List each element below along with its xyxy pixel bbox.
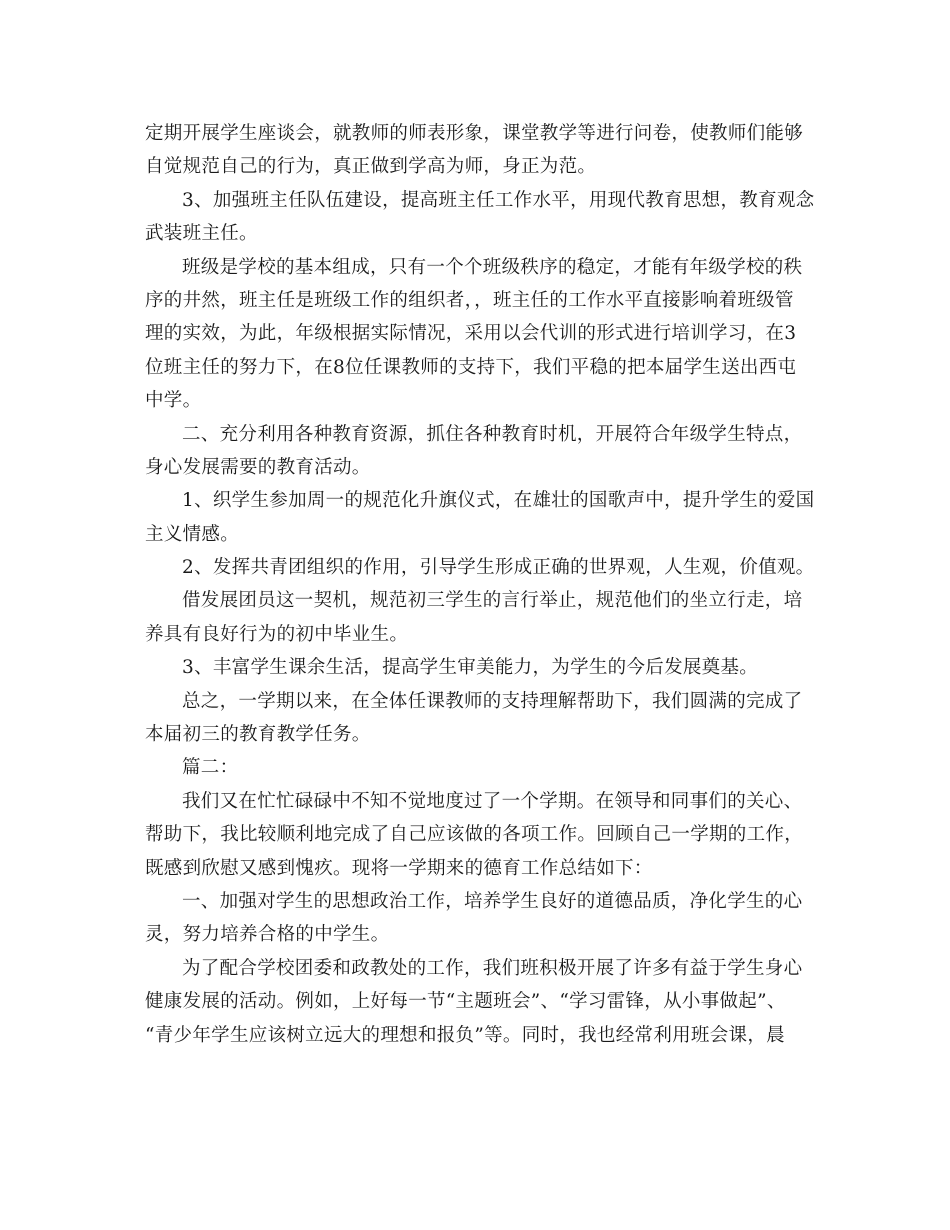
text-line: 理的实效，为此，年级根据实际情况，采用以会代训的形式进行培训学习，在3: [145, 323, 797, 345]
text-line: 为了配合学校团委和政教处的工作，我们班积极开展了许多有益于学生身心: [182, 957, 803, 979]
text-line: 序的井然，班主任是班级工作的组织者，，班主任的工作水平直接影响着班级管: [145, 289, 794, 311]
text-line: 2、发挥共青团组织的作用，引导学生形成正确的世界观，人生观，价值观。: [182, 557, 815, 579]
text-line: 位班主任的努力下，在8位任课教师的支持下，我们平稳的把本届学生送出西屯: [145, 356, 797, 378]
text-line: 定期开展学生座谈会，就教师的师表形象，课堂教学等进行问卷，使教师们能够: [145, 123, 804, 144]
text-line: 3、加强班主任队伍建设，提高班主任工作水平，用现代教育思想，教育观念: [182, 189, 815, 211]
text-line: 1、织学生参加周一的规范化升旗仪式，在雄壮的国歌声中，提升学生的爱国: [182, 490, 815, 512]
text-line: 3、丰富学生课余生活，提高学生审美能力，为学生的今后发展奠基。: [182, 657, 759, 679]
text-line: 健康发展的活动。例如，上好每一节“主题班会”、“学习雷锋，从小事做起”、: [145, 991, 786, 1013]
section-heading: 篇二：: [182, 757, 239, 779]
text-line: 武装班主任。: [145, 223, 258, 245]
document-body: [145, 117, 815, 1052]
text-line: 本届初三的教育教学任务。: [145, 724, 371, 746]
text-line: 主义情感。: [145, 523, 240, 545]
text-line: 养具有良好行为的初中毕业生。: [145, 623, 409, 645]
text-line: 班级是学校的基本组成，只有一个个班级秩序的稳定，才能有年级学校的秩: [182, 256, 803, 278]
text-line: 既感到欣慰又感到愧疚。现将一学期来的德育工作总结如下：: [145, 857, 653, 879]
text-line: 总之，一学期以来，在全体任课教师的支持理解帮助下，我们圆满的完成了: [182, 690, 803, 712]
text-line: 二、充分利用各种教育资源，抓住各种教育时机，开展符合年级学生特点，: [182, 423, 803, 445]
text-line: 身心发展需要的教育活动。: [145, 456, 371, 478]
text-line: 一、加强对学生的思想政治工作，培养学生良好的道德品质，净化学生的心: [182, 890, 803, 912]
text-line: 中学。: [145, 390, 202, 412]
text-line: “青少年学生应该树立远大的理想和报负”等。同时，我也经常利用班会课，晨: [145, 1024, 785, 1046]
text-line: 自觉规范自己的行为，真正做到学高为师，身正为范。: [145, 156, 597, 178]
text-line: 灵，努力培养合格的中学生。: [145, 924, 390, 946]
text-line: 帮助下，我比较顺利地完成了自己应该做的各项工作。回顾自己一学期的工作，: [145, 824, 804, 846]
text-line: 我们又在忙忙碌碌中不知不觉地度过了一个学期。在领导和同事们的关心、: [182, 790, 803, 812]
text-line: 借发展团员这一契机，规范初三学生的言行举止，规范他们的坐立行走，培: [182, 590, 803, 612]
